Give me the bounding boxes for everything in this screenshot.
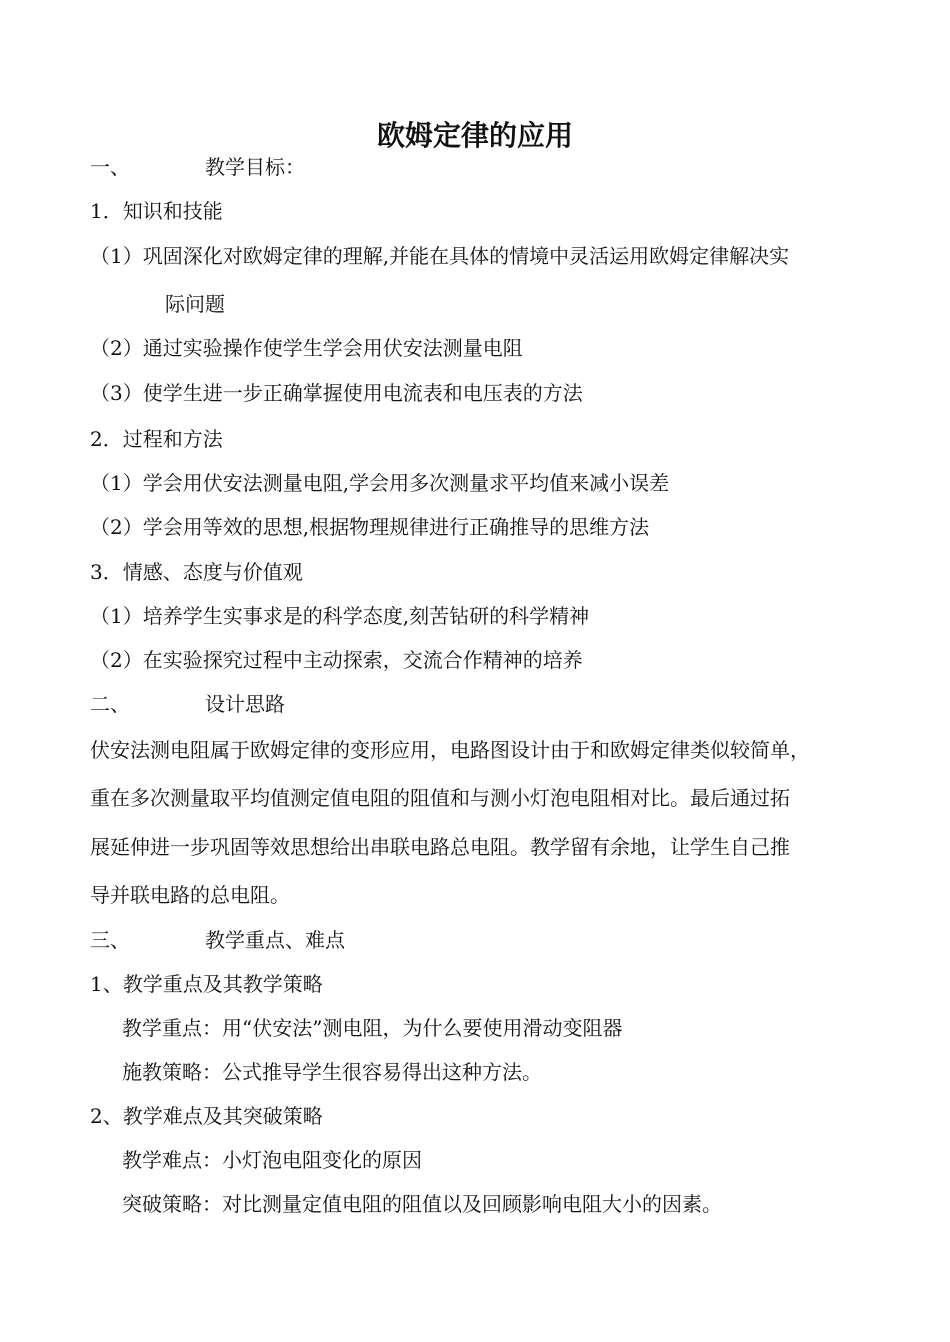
list-item (90, 512, 649, 542)
section-1-heading (90, 152, 305, 182)
strategy-text: 施教策略：公式推导学生很容易得出这种方法。 (122, 1060, 542, 1084)
section-1-title: 教学目标： (205, 155, 305, 179)
section-2-title: 设计思路 (205, 692, 285, 716)
list-item (90, 645, 583, 675)
subsection-heading: 2、教学难点及其突破策略 (90, 1104, 323, 1128)
subsection-3-heading (90, 557, 303, 587)
list-item-text: 学会用等效的思想,根据物理规律进行正确推导的思维方法 (142, 515, 650, 539)
section-3-title: 教学重点、难点 (205, 928, 345, 952)
list-item (90, 333, 523, 363)
list-item (90, 468, 669, 498)
list-item-text: 通过实验操作使学生学会用伏安法测量电阻 (142, 336, 523, 360)
section-1-marker: 一、 (90, 155, 130, 179)
key-point-text: 教学重点：用“伏安法”测电阻，为什么要使用滑动变阻器 (122, 1016, 623, 1040)
subsection-1-marker: 1． (90, 199, 123, 223)
list-item-marker: （1） (90, 604, 143, 628)
subsection-3-marker: 3． (90, 560, 123, 584)
list-item (90, 241, 789, 271)
subsection-1-title: 知识和技能 (122, 199, 223, 223)
section-3-marker: 三、 (90, 928, 130, 952)
subsection-1-heading (90, 196, 223, 226)
paragraph-line: 重在多次测量取平均值测定值电阻的阻值和与测小灯泡电阻相对比。最后通过拓 (90, 786, 790, 810)
subsection-2-heading (90, 424, 223, 454)
section-2-marker: 二、 (90, 692, 130, 716)
list-item-text: 培养学生实事求是的科学态度,刻苦钻研的科学精神 (142, 604, 590, 628)
list-item-marker: （2） (90, 336, 143, 360)
list-item (90, 378, 583, 408)
section-3-heading (90, 925, 345, 955)
paragraph-line: 导并联电路的总电阻。 (90, 883, 290, 907)
list-item-marker: （1） (90, 244, 143, 268)
list-item-marker: （1） (90, 471, 143, 495)
list-item (90, 601, 589, 631)
difficulty-text: 教学难点：小灯泡电阻变化的原因 (122, 1148, 422, 1172)
list-item-text: 学会用伏安法测量电阻,学会用多次测量求平均值来减小误差 (142, 471, 670, 495)
subsection-2-title: 过程和方法 (122, 427, 223, 451)
list-item-text: 使学生进一步正确掌握使用电流表和电压表的方法 (142, 381, 583, 405)
section-2-heading (90, 689, 285, 719)
document-title: 欧姆定律的应用 (376, 119, 573, 152)
subsection-2-marker: 2． (90, 427, 123, 451)
paragraph-line: 伏安法测电阻属于欧姆定律的变形应用，电路图设计由于和欧姆定律类似较简单， (90, 738, 810, 762)
subsection-heading: 1、教学重点及其教学策略 (90, 972, 323, 996)
list-item-text: 在实验探究过程中主动探索，交流合作精神的培养 (142, 648, 583, 672)
list-item-continuation: 际问题 (165, 292, 225, 316)
strategy-text: 突破策略：对比测量定值电阻的阻值以及回顾影响电阻大小的因素。 (122, 1192, 722, 1216)
list-item-text: 巩固深化对欧姆定律的理解,并能在具体的情境中灵活运用欧姆定律解决实 (142, 244, 790, 268)
subsection-3-title: 情感、态度与价值观 (122, 560, 303, 584)
list-item-marker: （2） (90, 515, 143, 539)
paragraph-line: 展延伸进一步巩固等效思想给出串联电路总电阻。教学留有余地，让学生自己推 (90, 835, 790, 859)
list-item-marker: （2） (90, 648, 143, 672)
list-item-marker: （3） (90, 381, 143, 405)
